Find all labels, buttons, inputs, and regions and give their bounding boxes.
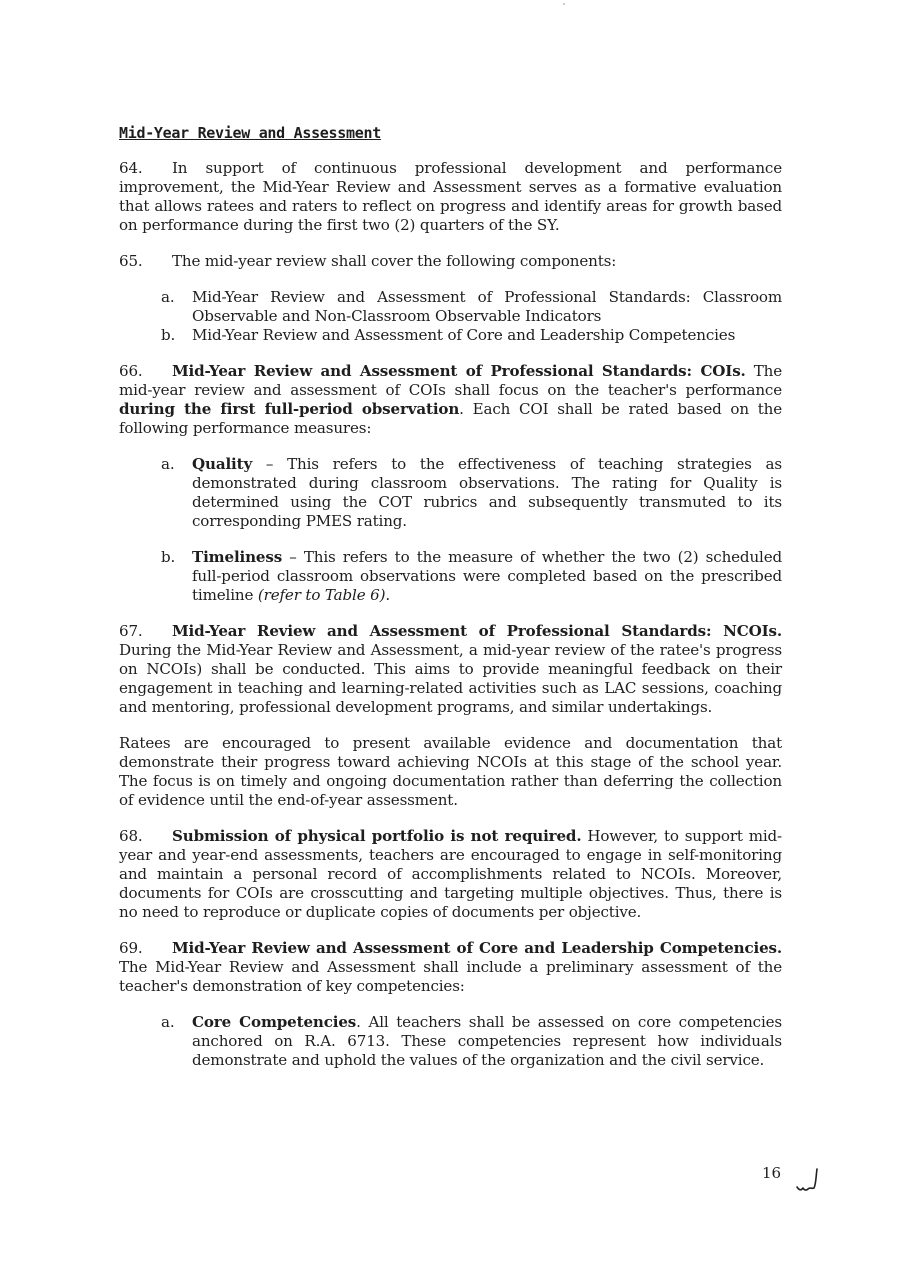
list-item-text: – This refers to the effectiveness of teaching strategies as demonstrated during classroom observations. The rating for Quality is determined using the COT rubrics and subsequently transmuted to its corresponding PMES rating. (192, 455, 782, 530)
paragraph-number: 64. (119, 159, 143, 177)
paragraph-66 (119, 362, 782, 438)
measures-list (119, 455, 782, 605)
paragraph-67 (119, 622, 782, 717)
list-item (119, 326, 782, 345)
paragraph-text: The mid-year review and assessment of COIs shall focus on the teacher's performance (119, 362, 782, 399)
paragraph-title: Mid-Year Review and Assessment of Core and Leadership Competencies. (172, 939, 782, 957)
paragraph-number: 67. (119, 622, 143, 640)
table-reference: (refer to Table 6) (257, 586, 386, 604)
list-term: Core Competencies (192, 1013, 357, 1031)
list-item-text: Mid-Year Review and Assessment of Professional Standards: Classroom Observable and Non-Classroom Observable Indicators (192, 288, 782, 325)
paragraph-text: In support of continuous professional development and performance improvement, the Mid-Year Review and Assessment serves as a formative evaluation that allows ratees and raters to reflect on progress and identify areas for growth based on performance during the first two (2) quarters of the SY. (119, 159, 782, 234)
paragraph-65 (119, 252, 782, 271)
list-item-text: Mid-Year Review and Assessment of Core and Leadership Competencies (192, 326, 736, 344)
components-list (119, 288, 782, 345)
paragraph-text: The mid-year review shall cover the following components: (172, 252, 617, 270)
list-marker: b. (161, 326, 176, 344)
competencies-list (119, 1013, 782, 1070)
list-item (119, 1013, 782, 1070)
list-item-end: . (385, 586, 390, 604)
list-item-text: . All teachers shall be assessed on core competencies anchored on R.A. 6713. These competencies represent how individuals demonstrate and uphold the values of the organization and the civil service. (192, 1013, 783, 1069)
list-marker: a. (161, 288, 175, 306)
list-term: Quality (192, 455, 253, 473)
paragraph-title: Mid-Year Review and Assessment of Professional Standards: NCOIs. (172, 622, 782, 640)
handwritten-initial-signature (795, 1166, 821, 1196)
list-marker: b. (161, 548, 176, 566)
paragraph-67-continued: Ratees are encouraged to present available evidence and documentation that demonstrate their progress toward achieving NCOIs at this stage of the school year. The focus is on timely and ongoing documentation rather than deferring the collection of evidence until the end-of-year assessment. (119, 734, 782, 809)
list-item-text: – This refers to the measure of whether the two (2) scheduled full-period classroom observations were completed based on the prescribed timeline (192, 548, 782, 604)
paragraph-title: Submission of physical portfolio is not required. (172, 827, 582, 845)
document-body (119, 124, 782, 1087)
paragraph-title: Mid-Year Review and Assessment of Professional Standards: COIs. (172, 362, 746, 380)
list-marker: a. (161, 455, 175, 473)
paragraph-number: 68. (119, 827, 143, 845)
paragraph-text: However, to support mid-year and year-end assessments, teachers are encouraged to engage in self-monitoring and maintain a personal record of accomplishments related to NCOIs. Moreover, documents for COIs are crosscutting and targeting multiple objectives. Thus, there is no need to reproduce or duplicate copies of documents per objective. (119, 827, 782, 921)
paragraph-text: . Each COI shall be rated based on the following performance measures: (119, 400, 782, 437)
paragraph-number: 65. (119, 252, 143, 270)
paragraph-64 (119, 159, 782, 235)
paragraph-number: 66. (119, 362, 143, 380)
paragraph-69 (119, 939, 782, 996)
list-marker: a. (161, 1013, 175, 1031)
paragraph-text: During the Mid-Year Review and Assessment, a mid-year review of the ratee's progress on NCOIs) shall be conducted. This aims to provide meaningful feedback on their engagement in teaching and learning-related activities such as LAC sessions, coaching and mentoring, professional development programs, and similar undertakings. (119, 641, 782, 716)
emphasis-text: during the first full-period observation (119, 400, 460, 418)
paragraph-68 (119, 827, 782, 922)
page-number: 16 (762, 1164, 782, 1182)
scan-speck (563, 3, 565, 5)
paragraph-number: 69. (119, 939, 143, 957)
paragraph-text: The Mid-Year Review and Assessment shall include a preliminary assessment of the teacher's demonstration of key competencies: (119, 958, 782, 995)
list-item (119, 548, 782, 605)
list-item (119, 288, 782, 326)
list-item (119, 455, 782, 531)
section-heading: Mid-Year Review and Assessment (119, 124, 381, 142)
list-term: Timeliness (192, 548, 283, 566)
